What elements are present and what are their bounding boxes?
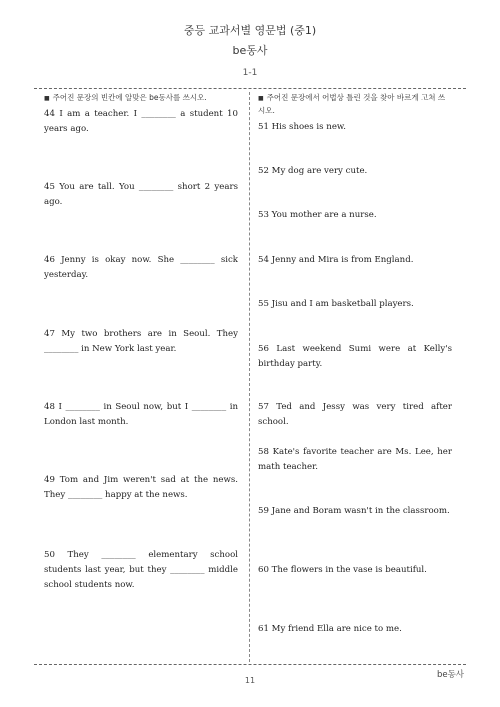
section-number: 1-1 (242, 68, 258, 78)
question-50: 50 They ________ elementary school students last year, but they ________ middle school students now. (44, 550, 238, 590)
document-subtitle: be동사 (232, 44, 268, 57)
right-instruction (258, 92, 452, 117)
footer-tag: be동사 (436, 670, 464, 680)
question-60: 60 The flowers in the vase is beautiful. (258, 565, 427, 575)
question-57: 57 Ted and Jessy was very tired after school. (258, 402, 452, 427)
question-48: 48 I ________ in Seoul now, but I ________ in London last month. (44, 402, 238, 427)
question-53: 53 You mother are a nurse. (258, 210, 377, 220)
question-61: 61 My friend Ella are nice to me. (258, 624, 402, 634)
question-45: 45 You are tall. You ________ short 2 years ago. (44, 182, 238, 207)
bottom-divider (34, 664, 466, 665)
question-56: 56 Last weekend Sumi were at Kelly's birthday party. (258, 344, 452, 369)
right-instruction-text: 주어진 문장에서 어법상 틀린 것을 찾아 바르게 고쳐 쓰시오. (258, 93, 446, 115)
question-59: 59 Jane and Boram wasn't in the classroom. (258, 506, 450, 516)
square-bullet-icon: ■ (258, 95, 264, 102)
question-44: 44 I am a teacher. I ________ a student 10 years ago. (44, 109, 238, 134)
left-instruction (44, 92, 238, 105)
question-49: 49 Tom and Jim weren't sad at the news. They ________ happy at the news. (44, 475, 238, 500)
question-46: 46 Jenny is okay now. She ________ sick yesterday. (44, 255, 238, 280)
question-54: 54 Jenny and Mira is from England. (258, 255, 414, 265)
left-instruction-text: 주어진 문장의 빈칸에 알맞은 be동사를 쓰시오. (52, 93, 207, 102)
question-55: 55 Jisu and I am basketball players. (258, 299, 414, 309)
question-51: 51 His shoes is new. (258, 122, 346, 132)
square-bullet-icon: ■ (44, 95, 50, 102)
page-number: 11 (244, 676, 256, 685)
question-47: 47 My two brothers are in Seoul. They ________ in New York last year. (44, 329, 238, 354)
right-column (258, 92, 452, 634)
question-58: 58 Kate's favorite teacher are Ms. Lee, her math teacher. (258, 447, 452, 472)
top-divider (34, 88, 466, 89)
left-column (44, 92, 238, 590)
column-divider (249, 92, 250, 662)
question-52: 52 My dog are very cute. (258, 166, 368, 176)
document-title: 중등 교과서별 영문법 (중1) (183, 24, 317, 37)
